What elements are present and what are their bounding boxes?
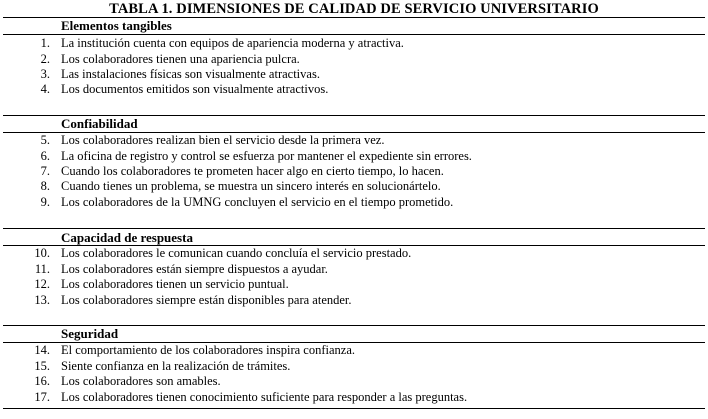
item-number: 17.: [34, 390, 50, 404]
item-text: El comportamiento de los colaboradores inspira confianza.: [61, 343, 355, 357]
item-number: 16.: [34, 374, 50, 388]
item-text: Los documentos emitidos son visualmente atractivos.: [61, 82, 329, 96]
item-text: Los colaboradores son amables.: [61, 374, 221, 388]
table-bottom-rule: [3, 408, 705, 409]
section-heading: Confiabilidad: [61, 116, 138, 131]
item-text: Los colaboradores siempre están disponibles para atender.: [61, 293, 352, 307]
list-item: [0, 359, 708, 374]
list-item: [0, 343, 708, 358]
section-heading: Seguridad: [61, 326, 119, 341]
item-text: Las instalaciones físicas son visualmente atractivas.: [61, 67, 320, 81]
item-text: Cuando los colaboradores te prometen hacer algo en cierto tiempo, lo hacen.: [61, 164, 444, 178]
section-heading-rule: [3, 34, 705, 35]
item-number: 10.: [34, 246, 50, 260]
list-item: [0, 390, 708, 405]
item-number: 6.: [40, 149, 50, 163]
item-text: La oficina de registro y control se esfuerza por mantener el expediente sin errores.: [61, 149, 472, 163]
list-item: [0, 195, 708, 210]
item-text: Los colaboradores realizan bien el servicio desde la primera vez.: [61, 133, 385, 147]
item-number: 1.: [40, 36, 50, 50]
list-item: [0, 82, 708, 97]
item-number: 7.: [40, 164, 50, 178]
item-number: 4.: [40, 82, 50, 96]
table-title: TABLA 1. DIMENSIONES DE CALIDAD DE SERVICIO UNIVERSITARIO: [109, 1, 599, 17]
item-number: 9.: [40, 195, 50, 209]
item-number: 8.: [40, 179, 50, 193]
item-text: Los colaboradores tienen conocimiento suficiente para responder a las preguntas.: [61, 390, 468, 404]
list-item: [0, 277, 708, 292]
section-top-rule: [3, 228, 705, 229]
item-text: La institución cuenta con equipos de apariencia moderna y atractiva.: [61, 36, 404, 50]
item-text: Cuando tienes un problema, se muestra un sincero interés en solucionártelo.: [61, 179, 441, 193]
list-item: [0, 52, 708, 67]
list-item: [0, 262, 708, 277]
list-item: [0, 293, 708, 308]
list-item: [0, 36, 708, 51]
item-number: 12.: [34, 277, 50, 291]
section-heading: Elementos tangibles: [61, 18, 172, 33]
item-text: Los colaboradores tienen un servicio puntual.: [61, 277, 289, 291]
list-item: [0, 133, 708, 148]
list-item: [0, 374, 708, 389]
item-number: 13.: [34, 293, 50, 307]
item-text: Los colaboradores le comunican cuando concluía el servicio prestado.: [61, 246, 412, 260]
list-item: [0, 246, 708, 261]
list-item: [0, 179, 708, 194]
item-number: 3.: [40, 67, 50, 81]
item-number: 11.: [34, 262, 50, 276]
item-number: 14.: [34, 343, 50, 357]
list-item: [0, 164, 708, 179]
item-text: Siente confianza en la realización de trámites.: [61, 359, 291, 373]
list-item: [0, 67, 708, 82]
item-text: Los colaboradores tienen una apariencia pulcra.: [61, 52, 300, 66]
list-item: [0, 149, 708, 164]
item-number: 2.: [40, 52, 50, 66]
item-number: 15.: [34, 359, 50, 373]
item-number: 5.: [40, 133, 50, 147]
item-text: Los colaboradores de la UMNG concluyen el servicio en el tiempo prometido.: [61, 195, 454, 209]
section-heading: Capacidad de respuesta: [61, 230, 193, 245]
item-text: Los colaboradores están siempre dispuestos a ayudar.: [61, 262, 328, 276]
